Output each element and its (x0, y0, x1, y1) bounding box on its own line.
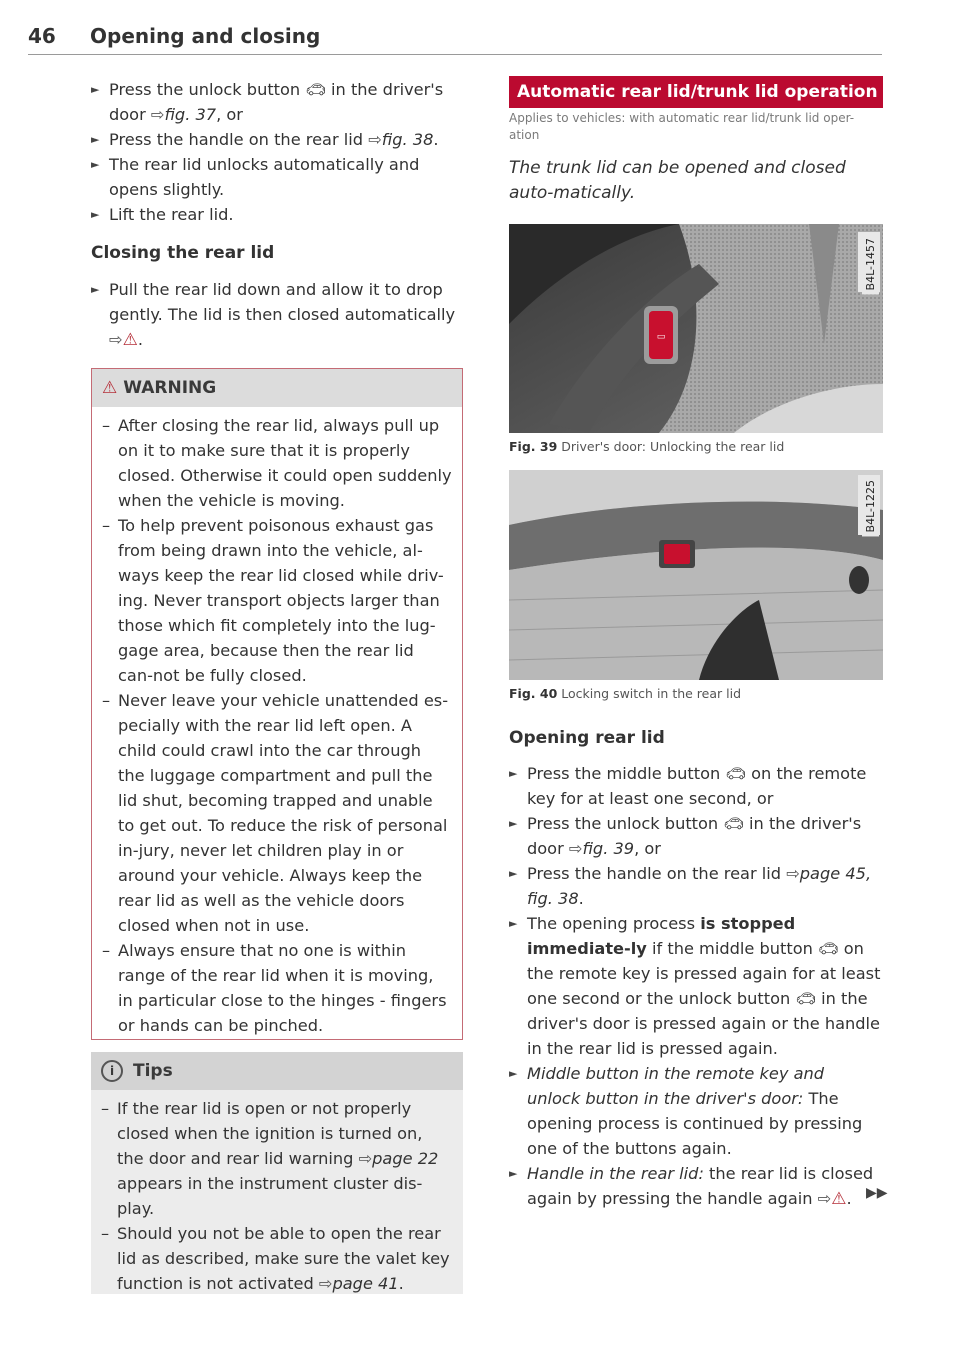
list-item: ► Press the middle button 🚗︎ on the remote key for at least one second, or (509, 761, 881, 811)
car-icon: 🚗︎ (725, 764, 746, 783)
opening-heading: Opening rear lid (509, 728, 665, 748)
tips-item: – Should you not be able to open the rear lid as described, make sure the valet key function is not activated ⇨page 41. (91, 1221, 453, 1296)
warning-icon: ⚠ (831, 1189, 847, 1209)
list-item: ► The opening process is stopped immediate-ly if the middle button 🚗︎ on the remote key is pressed again for at least one second or the unlock button 🚗︎ in the driver's door is pressed again or the handle in the rear lid is pressed again. (509, 911, 881, 1061)
svg-text:▭: ▭ (656, 332, 666, 342)
car-icon: 🚗︎ (818, 939, 839, 958)
left-intro (91, 77, 461, 353)
list-item: ► The rear lid unlocks automatically and opens slightly. (91, 152, 461, 202)
figure-code: B4L-1225 (862, 476, 879, 536)
figure-40-image (509, 470, 883, 680)
warning-box (91, 368, 463, 1040)
intro-text: The trunk lid can be opened and closed auto-matically. (509, 158, 846, 203)
list-item: ► Lift the rear lid. (91, 202, 461, 227)
info-icon: i (101, 1060, 123, 1082)
warning-item: – Never leave your vehicle unattended es-pecially with the rear lid left open. A child could crawl into the car through the luggage compartment and pull the lid shut, becoming trapped and unable to get out. To reduce the risk of personal in-jury, never let children play in or around your vehicle. Always keep the rear lid as well as the vehicle doors closed when not in use. (92, 688, 452, 938)
applies-note: Applies to vehicles: with automatic rear lid/trunk lid oper-ation (509, 111, 855, 142)
figure-39-image (509, 224, 883, 433)
right-body (509, 726, 881, 1212)
tips-box (91, 1052, 463, 1294)
page-header (28, 24, 882, 55)
continue-arrow-icon: ▶▶ (866, 1185, 888, 1201)
list-item: ► Press the unlock button 🚗︎ in the driver's door ⇨fig. 39, or (509, 811, 881, 861)
warning-item: – After closing the rear lid, always pull up on it to make sure that it is properly closed. Otherwise it could open suddenly when the vehicle is moving. (92, 413, 452, 513)
warning-header: ⚠ WARNING (92, 369, 462, 407)
list-item: ► Handle in the rear lid: the rear lid is closed again by pressing the handle again ⇨⚠. (509, 1161, 881, 1212)
warning-item: – To help prevent poisonous exhaust gas from being drawn into the vehicle, al-ways keep the rear lid closed while driv-ing. Never transport objects larger than those which fit completely into the lug-gage area, because then the rear lid can-not be fully closed. (92, 513, 452, 688)
list-item: ► Pull the rear lid down and allow it to drop gently. The lid is then closed automatically ⇨⚠. (91, 277, 461, 353)
tips-item: – If the rear lid is open or not properly closed when the ignition is turned on, the door and rear lid warning ⇨page 22 appears in the instrument cluster dis-play. (91, 1096, 453, 1221)
section-banner: Automatic rear lid/trunk lid operation (509, 76, 883, 108)
list-item: ► Press the unlock button 🚗︎ in the driver's door ⇨fig. 37, or (91, 77, 461, 127)
figure-39-caption: Fig. 39 Driver's door: Unlocking the rear lid (509, 439, 785, 454)
warning-icon: ⚠ (122, 330, 138, 350)
figure-40-caption: Fig. 40 Locking switch in the rear lid (509, 686, 742, 701)
section-title: Opening and closing (90, 24, 321, 48)
tips-header: i Tips (91, 1052, 463, 1090)
warning-item: – Always ensure that no one is within range of the rear lid when it is moving, in particular close to the hinges - fingers or hands can be pinched. (92, 938, 452, 1038)
car-icon: 🚗︎ (305, 80, 326, 99)
warning-icon: ⚠ (102, 378, 118, 398)
list-item: ► Press the handle on the rear lid ⇨page 45, fig. 38. (509, 861, 881, 911)
closing-heading: Closing the rear lid (91, 243, 275, 263)
car-icon: 🚗︎ (723, 814, 744, 833)
figure-code: B4L-1457 (862, 234, 879, 294)
page-number: 46 (28, 24, 56, 48)
list-item: ► Middle button in the remote key and unlock button in the driver's door: The opening process is continued by pressing one of the buttons again. (509, 1061, 881, 1161)
car-icon: 🚗︎ (795, 989, 816, 1008)
list-item: ► Press the handle on the rear lid ⇨fig. 38. (91, 127, 461, 152)
